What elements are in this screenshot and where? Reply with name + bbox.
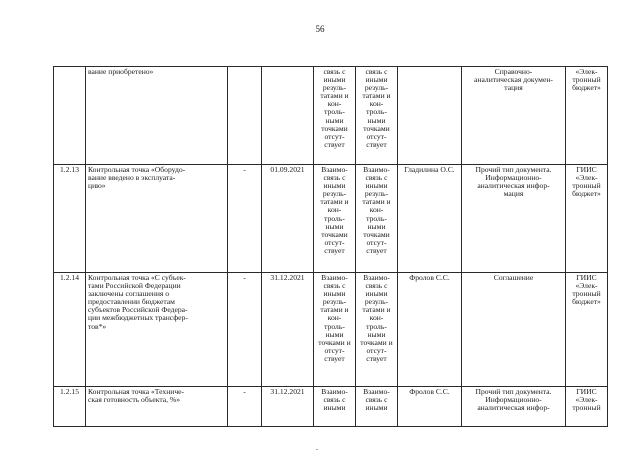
document-type-cell-line: Соглашение bbox=[493, 273, 534, 282]
link-cell-2-line: татами и bbox=[362, 197, 391, 207]
link-cell-2-line: точками и bbox=[360, 337, 393, 347]
system-cell-line: бюджет» bbox=[572, 83, 601, 93]
date-cell-text: 01.09.2021 bbox=[270, 165, 305, 174]
link-cell-2-line: ными bbox=[367, 329, 386, 339]
table-row bbox=[54, 67, 608, 165]
table-row bbox=[54, 273, 608, 387]
responsible-cell-text: Фролов С.С. bbox=[409, 273, 450, 282]
link-cell-2-line: Взаимо- bbox=[363, 165, 390, 174]
link-cell-1-line: ными bbox=[325, 329, 344, 339]
row-number-cell bbox=[54, 67, 86, 165]
link-cell-1-line: отсут- bbox=[324, 131, 345, 141]
system-cell bbox=[566, 387, 608, 427]
document-type-cell-line: Прочий тип документа. bbox=[475, 165, 552, 174]
link-cell-2-line: кон- bbox=[369, 205, 384, 215]
link-cell-2-line: троль- bbox=[366, 321, 387, 331]
link-cell-2-line: троль- bbox=[366, 107, 387, 117]
date-cell bbox=[262, 273, 314, 387]
system-cell-line: ГИИС bbox=[576, 273, 597, 282]
link-cell-1-line: татами и bbox=[320, 91, 349, 101]
link-cell-1-line: ствует bbox=[324, 353, 345, 363]
responsible-cell bbox=[398, 165, 462, 273]
link-cell-2-line: резуль- bbox=[364, 297, 389, 307]
dash-cell-text: - bbox=[243, 273, 246, 282]
system-cell-line: «Элек- bbox=[575, 67, 598, 76]
link-cell-1-line: резуль- bbox=[322, 83, 347, 93]
link-cell-1-line: связь с bbox=[323, 281, 346, 291]
responsible-cell-text: Гладилина О.С. bbox=[404, 165, 455, 174]
description-cell-line: субъектов Российской Федера- bbox=[88, 305, 188, 315]
link-cell-2-line: троль- bbox=[366, 213, 387, 223]
responsible-cell bbox=[398, 67, 462, 165]
link-cell-1-line: Взаимо- bbox=[321, 273, 348, 282]
date-cell bbox=[262, 165, 314, 273]
responsible-cell-text: Фролов С.С. bbox=[409, 387, 450, 396]
link-cell-2-line: кон- bbox=[369, 99, 384, 109]
link-cell-1 bbox=[314, 273, 356, 387]
link-cell-2-line: ствует bbox=[366, 245, 387, 255]
system-cell-line: «Элек- bbox=[575, 395, 598, 405]
link-cell-1-line: троль- bbox=[324, 213, 345, 223]
date-cell-text: 31.12.2021 bbox=[270, 273, 305, 282]
document-type-cell bbox=[462, 67, 566, 165]
link-cell-2-line: иными bbox=[365, 181, 388, 191]
responsible-cell bbox=[398, 387, 462, 427]
row-number-cell bbox=[54, 165, 86, 273]
link-cell-2-line: резуль- bbox=[364, 83, 389, 93]
description-cell-line: тами Российской Федерации bbox=[88, 281, 181, 291]
document-type-cell-line: Прочий тип документа. bbox=[475, 387, 552, 396]
description-cell-line: ская готовность объекта, %» bbox=[88, 395, 181, 405]
system-cell-line: тронный bbox=[572, 403, 601, 413]
link-cell-1-line: иными bbox=[323, 181, 346, 191]
document-type-cell-line: Справочно- bbox=[494, 67, 533, 76]
link-cell-1-line: татами и bbox=[320, 197, 349, 207]
dash-cell bbox=[228, 165, 262, 273]
link-cell-1-line: связь с bbox=[323, 173, 346, 183]
description-cell bbox=[86, 387, 228, 427]
document-type-cell bbox=[462, 165, 566, 273]
description-cell bbox=[86, 273, 228, 387]
description-cell-line: ции межбюджетных трансфер- bbox=[88, 313, 188, 323]
system-cell-line: тронный bbox=[572, 289, 601, 299]
link-cell-2-line: иными bbox=[365, 403, 388, 413]
link-cell-2-line: связь с bbox=[365, 395, 388, 405]
dash-cell-text: - bbox=[243, 387, 246, 396]
link-cell-1-line: иными bbox=[323, 289, 346, 299]
dash-cell bbox=[228, 273, 262, 387]
link-cell-1-line: связь с bbox=[323, 395, 346, 405]
link-cell-2-line: отсут- bbox=[366, 345, 387, 355]
system-cell-line: тронный bbox=[572, 181, 601, 191]
link-cell-2-line: резуль- bbox=[364, 189, 389, 199]
link-cell-2-line: ствует bbox=[366, 139, 387, 149]
link-cell-1-line: ствует bbox=[324, 245, 345, 255]
row-number-cell bbox=[54, 273, 86, 387]
description-cell-line: Контрольная точка «С субъек- bbox=[88, 273, 186, 282]
link-cell-2-line: отсут- bbox=[366, 237, 387, 247]
description-cell-line: заключены соглашения о bbox=[88, 289, 170, 299]
link-cell-1-line: ными bbox=[325, 115, 344, 125]
document-type-cell-line: аналитическая докумен- bbox=[474, 75, 553, 85]
document-type-cell bbox=[462, 387, 566, 427]
system-cell-line: бюджет» bbox=[572, 297, 601, 307]
link-cell-1-line: кон- bbox=[327, 313, 342, 323]
link-cell-2 bbox=[356, 387, 398, 427]
link-cell-1-line: ствует bbox=[324, 139, 345, 149]
link-cell-2-line: отсут- bbox=[366, 131, 387, 141]
link-cell-1-line: кон- bbox=[327, 99, 342, 109]
description-cell-line: вание введено в эксплуата- bbox=[88, 173, 176, 183]
link-cell-2 bbox=[356, 67, 398, 165]
system-cell-line: ГИИС bbox=[576, 387, 597, 396]
link-cell-1-line: иными bbox=[323, 75, 346, 85]
link-cell-2-line: связь с bbox=[365, 281, 388, 291]
link-cell-1 bbox=[314, 165, 356, 273]
row-number-cell-text: 1.2.15 bbox=[60, 387, 79, 396]
link-cell-2-line: иными bbox=[365, 75, 388, 85]
link-cell-1-line: точками bbox=[321, 123, 348, 133]
document-type-cell-line: аналитическая инфор- bbox=[477, 181, 550, 191]
link-cell-1-line: точками bbox=[321, 229, 348, 239]
document-type-cell-line: Информационно- bbox=[485, 395, 542, 405]
table-row bbox=[54, 387, 608, 427]
link-cell-2-line: Взаимо- bbox=[363, 387, 390, 396]
system-cell-line: бюджет» bbox=[572, 189, 601, 199]
system-cell-line: «Элек- bbox=[575, 281, 598, 291]
link-cell-2-line: кон- bbox=[369, 313, 384, 323]
description-cell bbox=[86, 165, 228, 273]
system-cell-line: ГИИС bbox=[576, 165, 597, 174]
link-cell-2-line: ными bbox=[367, 221, 386, 231]
description-cell-line: тов*» bbox=[88, 321, 107, 331]
responsible-cell bbox=[398, 273, 462, 387]
link-cell-2-line: ными bbox=[367, 115, 386, 125]
description-cell bbox=[86, 67, 228, 165]
link-cell-1-line: отсут- bbox=[324, 345, 345, 355]
document-type-cell bbox=[462, 273, 566, 387]
link-cell-1 bbox=[314, 67, 356, 165]
link-cell-1-line: резуль- bbox=[322, 297, 347, 307]
date-cell-text: 31.12.2021 bbox=[270, 387, 305, 396]
table-body bbox=[54, 67, 608, 427]
link-cell-2 bbox=[356, 273, 398, 387]
row-number-cell bbox=[54, 387, 86, 427]
link-cell-1-line: ными bbox=[325, 221, 344, 231]
document-type-cell-line: аналитическая инфор- bbox=[477, 403, 550, 413]
link-cell-1-line: троль- bbox=[324, 107, 345, 117]
link-cell-2-line: Взаимо- bbox=[363, 273, 390, 282]
description-cell-line: предоставлении бюджетам bbox=[88, 297, 175, 307]
link-cell-1-line: троль- bbox=[324, 321, 345, 331]
link-cell-1-line: иными bbox=[323, 403, 346, 413]
system-cell-line: тронный bbox=[572, 75, 601, 85]
link-cell-1-line: татами и bbox=[320, 305, 349, 315]
document-type-cell-line: тация bbox=[504, 83, 523, 93]
description-cell-line: Контрольная точка «Оборудо- bbox=[88, 165, 186, 174]
system-cell bbox=[566, 165, 608, 273]
link-cell-2-line: связь с bbox=[365, 67, 388, 76]
link-cell-2-line: ствует bbox=[366, 353, 387, 363]
scan-mark: . bbox=[316, 443, 318, 452]
link-cell-2-line: иными bbox=[365, 289, 388, 299]
row-number-cell-text: 1.2.13 bbox=[60, 165, 79, 174]
link-cell-1-line: резуль- bbox=[322, 189, 347, 199]
document-type-cell-line: Информационно- bbox=[485, 173, 542, 183]
control-points-table bbox=[53, 66, 608, 427]
system-cell-line: «Элек- bbox=[575, 173, 598, 183]
row-number-cell-text: 1.2.14 bbox=[60, 273, 79, 282]
link-cell-1 bbox=[314, 387, 356, 427]
link-cell-2-line: точками bbox=[363, 123, 390, 133]
system-cell bbox=[566, 273, 608, 387]
link-cell-1-line: Взаимо- bbox=[321, 165, 348, 174]
link-cell-1-line: отсут- bbox=[324, 237, 345, 247]
document-type-cell-line: мация bbox=[503, 189, 524, 199]
dash-cell bbox=[228, 67, 262, 165]
link-cell-2-line: татами и bbox=[362, 91, 391, 101]
link-cell-1-line: кон- bbox=[327, 205, 342, 215]
link-cell-2-line: точками bbox=[363, 229, 390, 239]
date-cell bbox=[262, 387, 314, 427]
link-cell-2 bbox=[356, 165, 398, 273]
link-cell-2-line: татами и bbox=[362, 305, 391, 315]
link-cell-2-line: связь с bbox=[365, 173, 388, 183]
date-cell bbox=[262, 67, 314, 165]
link-cell-1-line: Взаимо- bbox=[321, 387, 348, 396]
dash-cell bbox=[228, 387, 262, 427]
description-cell-line: Контрольная точка «Техниче- bbox=[88, 387, 185, 396]
dash-cell-text: - bbox=[243, 165, 246, 174]
system-cell bbox=[566, 67, 608, 165]
link-cell-1-line: точками и bbox=[318, 337, 351, 347]
page-number: 56 bbox=[315, 24, 325, 34]
description-cell-line: цию» bbox=[88, 181, 106, 191]
table-row bbox=[54, 165, 608, 273]
description-cell-line: вание приобретено» bbox=[88, 67, 154, 76]
link-cell-1-line: связь с bbox=[323, 67, 346, 76]
